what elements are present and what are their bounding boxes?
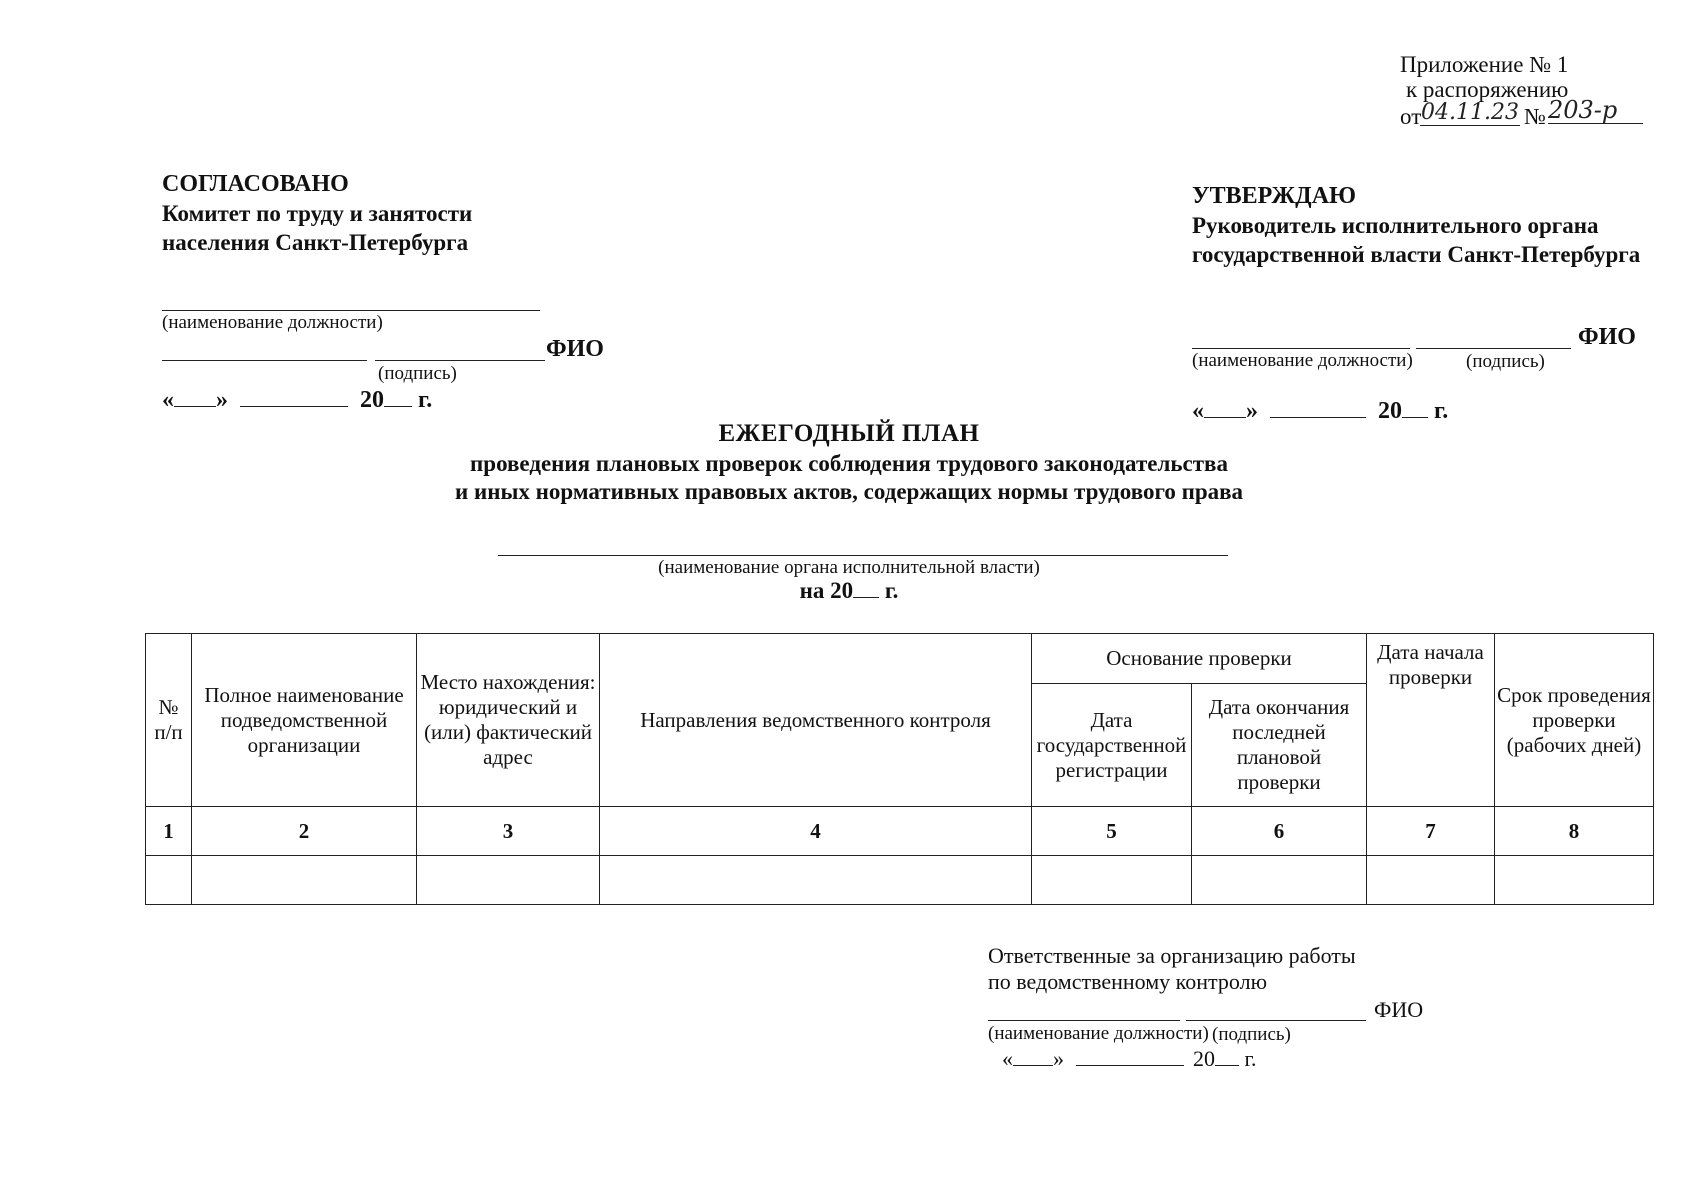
title-main: ЕЖЕГОДНЫЙ ПЛАН xyxy=(718,420,980,447)
col-number: 8 xyxy=(1495,807,1654,856)
approved-org-line1: Руководитель исполнительного органа xyxy=(1192,213,1599,238)
empty-cell xyxy=(1192,856,1367,905)
approved-org-line2: государственной власти Санкт-Петербурга xyxy=(1192,242,1641,267)
column-numbers-row xyxy=(146,807,1654,856)
agreed-org-line2: населения Санкт-Петербурга xyxy=(162,230,469,255)
empty-data-row xyxy=(146,856,1654,905)
plan-year: на 20 г. xyxy=(799,578,899,603)
header-basis-group: Основание проверки xyxy=(1032,634,1367,684)
approved-position-line xyxy=(1192,348,1410,349)
plan-table xyxy=(145,633,1654,905)
annex-line2: к распоряжению xyxy=(1406,77,1569,102)
agreed-position-line xyxy=(162,310,540,311)
approved-position-caption: (наименование должности) xyxy=(1192,350,1413,371)
agreed-position-line2 xyxy=(162,360,367,361)
header-num: № п/п xyxy=(146,634,192,807)
responsible-signature-line xyxy=(1186,1020,1366,1021)
approved-signature-caption: (подпись) xyxy=(1466,351,1545,372)
responsible-year: 20 xyxy=(1193,1046,1215,1071)
responsible-position-caption: (наименование должности) xyxy=(988,1023,1209,1044)
empty-cell xyxy=(417,856,600,905)
agreed-signature-line xyxy=(375,360,545,361)
approved-block xyxy=(1192,182,1640,269)
agreed-fio: ФИО xyxy=(546,336,604,362)
agreed-heading: СОГЛАСОВАНО xyxy=(162,171,349,197)
responsible-block xyxy=(988,943,1356,995)
agreed-org-line1: Комитет по труду и занятости xyxy=(162,201,473,226)
agreed-year: 20 xyxy=(360,387,384,413)
header-last-check-date: Дата окончания последней плановой проверки xyxy=(1192,684,1367,807)
responsible-fio: ФИО xyxy=(1374,997,1424,1022)
col-number: 2 xyxy=(192,807,417,856)
annex-date-number xyxy=(1400,96,1618,130)
agreed-block xyxy=(162,170,472,257)
empty-cell xyxy=(192,856,417,905)
approved-date: « » 20 г. xyxy=(1192,398,1449,424)
col-number: 5 xyxy=(1032,807,1192,856)
header-start-date: Дата начала проверки xyxy=(1367,634,1495,807)
empty-cell xyxy=(146,856,192,905)
annex-number-handwritten: 203-р xyxy=(1548,98,1643,124)
responsible-year-suffix: г. xyxy=(1244,1046,1257,1071)
responsible-signature-caption: (подпись) xyxy=(1212,1024,1291,1045)
header-reg-date: Дата государственной регистрации xyxy=(1032,684,1192,807)
title-line2: проведения плановых проверок соблюдения трудового законодательства xyxy=(470,451,1228,476)
table-header-row xyxy=(146,634,1654,684)
org-name-caption: (наименование органа исполнительной власти) xyxy=(658,557,1040,578)
approved-signature-line xyxy=(1416,348,1571,349)
col-number: 4 xyxy=(600,807,1032,856)
responsible-line1: Ответственные за организацию работы xyxy=(988,943,1356,968)
col-number: 6 xyxy=(1192,807,1367,856)
approved-fio: ФИО xyxy=(1578,324,1636,350)
col-number: 7 xyxy=(1367,807,1495,856)
annex-block xyxy=(1400,52,1618,130)
agreed-date: « » 20 г. xyxy=(162,387,433,413)
responsible-line2: по ведомственному контролю xyxy=(988,969,1268,994)
annex-from-label: от xyxy=(1400,104,1422,129)
header-org-name: Полное наименование подведомственной организации xyxy=(192,634,417,807)
empty-cell xyxy=(1495,856,1654,905)
annex-date-handwritten: 04.11.23 xyxy=(1421,100,1519,125)
responsible-position-line xyxy=(988,1020,1180,1021)
title-line3: и иных нормативных правовых актов, содержащих нормы трудового права xyxy=(454,479,1244,504)
annex-line1: Приложение № 1 xyxy=(1400,52,1569,77)
empty-cell xyxy=(1032,856,1192,905)
agreed-position-caption: (наименование должности) xyxy=(162,312,383,333)
header-duration: Срок проведения проверки (рабочих дней) xyxy=(1495,634,1654,807)
approved-year-suffix: г. xyxy=(1434,398,1449,424)
document-title xyxy=(0,420,1698,506)
org-name-line xyxy=(498,555,1228,556)
approved-year: 20 xyxy=(1378,398,1402,424)
responsible-date: « » 20 г. xyxy=(1002,1046,1257,1071)
empty-cell xyxy=(1367,856,1495,905)
agreed-year-suffix: г. xyxy=(418,387,433,413)
empty-cell xyxy=(600,856,1032,905)
header-directions: Направления ведомственного контроля xyxy=(600,634,1032,807)
annex-no-label: № xyxy=(1524,104,1546,129)
col-number: 3 xyxy=(417,807,600,856)
col-number: 1 xyxy=(146,807,192,856)
header-address: Место нахождения: юридический и (или) фактический адрес xyxy=(417,634,600,807)
approved-heading: УТВЕРЖДАЮ xyxy=(1192,183,1357,209)
agreed-signature-caption: (подпись) xyxy=(378,363,457,384)
